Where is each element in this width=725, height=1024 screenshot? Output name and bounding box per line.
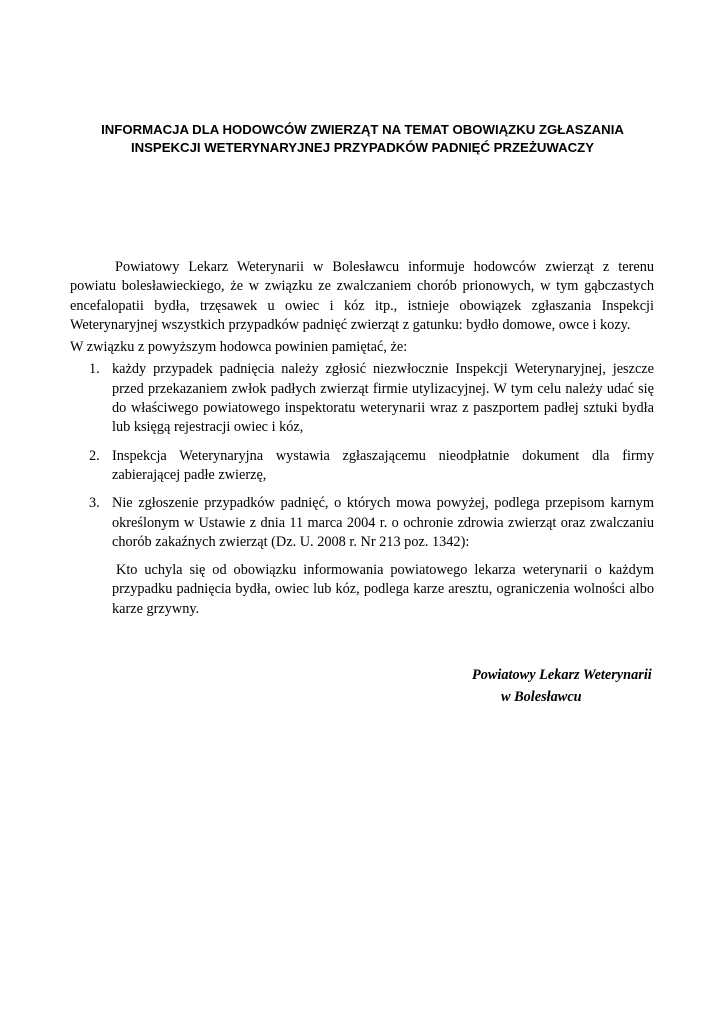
list-item [70,494,654,552]
list-item-text: Inspekcja Weterynaryjna wystawia zgłaszającemu nieodpłatnie dokument dla firmy zabierającej padłe zwierzę, [112,447,654,483]
obligations-list [70,360,654,552]
signature-line-2: w Bolesławcu [501,689,582,705]
list-item-number: 3. [89,495,100,512]
title-line-1: INFORMACJA DLA HODOWCÓW ZWIERZĄT NA TEMAT OBOWIĄZKU ZGŁASZANIA [101,122,624,137]
title-line-2: INSPEKCJI WETERYNARYJNEJ PRZYPADKÓW PADNIĘĆ PRZEŻUWACZY [130,140,595,155]
list-item-number: 1. [89,361,100,378]
list-item-text: Nie zgłoszenie przypadków padnięć, o których mowa powyżej, podlega przepisom karnym określonym w Ustawie z dnia 11 marca 2004 r. o ochronie zdrowia zwierząt oraz zwalczaniu chorób zakaźnych zwierząt (Dz. U. 2008 r. Nr 213 poz. 1342): [112,495,654,550]
signature-line-1: Powiatowy Lekarz Weterynarii [472,667,652,683]
list-item [70,447,654,486]
penalty-paragraph: Kto uchyla się od obowiązku informowania powiatowego lekarza weterynarii o każdym przypadku padnięcia bydła, owiec lub kóz, podlega karze aresztu, ograniczenia wolności albo karze grzywny. [112,562,654,617]
document-body [70,258,654,619]
list-item-text: każdy przypadek padnięcia należy zgłosić niezwłocznie Inspekcji Weterynaryjnej, jeszcze przed przekazaniem zwłok padłych zwierząt firmie utylizacyjnej. W tym celu należy udać się do właściwego powiatowego inspektoratu weterynarii wraz z paszportem padłej sztuki bydła lub księgą rejestracji owiec i kóz, [112,361,654,436]
list-item [70,360,654,437]
document-title [60,121,665,157]
lead-sentence: W związku z powyższym hodowca powinien pamiętać, że: [70,339,408,356]
list-item-number: 2. [89,447,100,464]
intro-paragraph: Powiatowy Lekarz Weterynarii w Bolesławcu informuje hodowców zwierząt z terenu powiatu bolesławieckiego, że w związku ze zwalczaniem chorób prionowych, w tym gąbczastych encefalopatii bydła, trzęsawek u owiec i kóz itp., istnieje obowiązek zgłaszania Inspekcji Weterynaryjnej wszystkich przypadków padnięć zwierząt z gatunku: bydło domowe, owce i kozy. [70,259,654,333]
